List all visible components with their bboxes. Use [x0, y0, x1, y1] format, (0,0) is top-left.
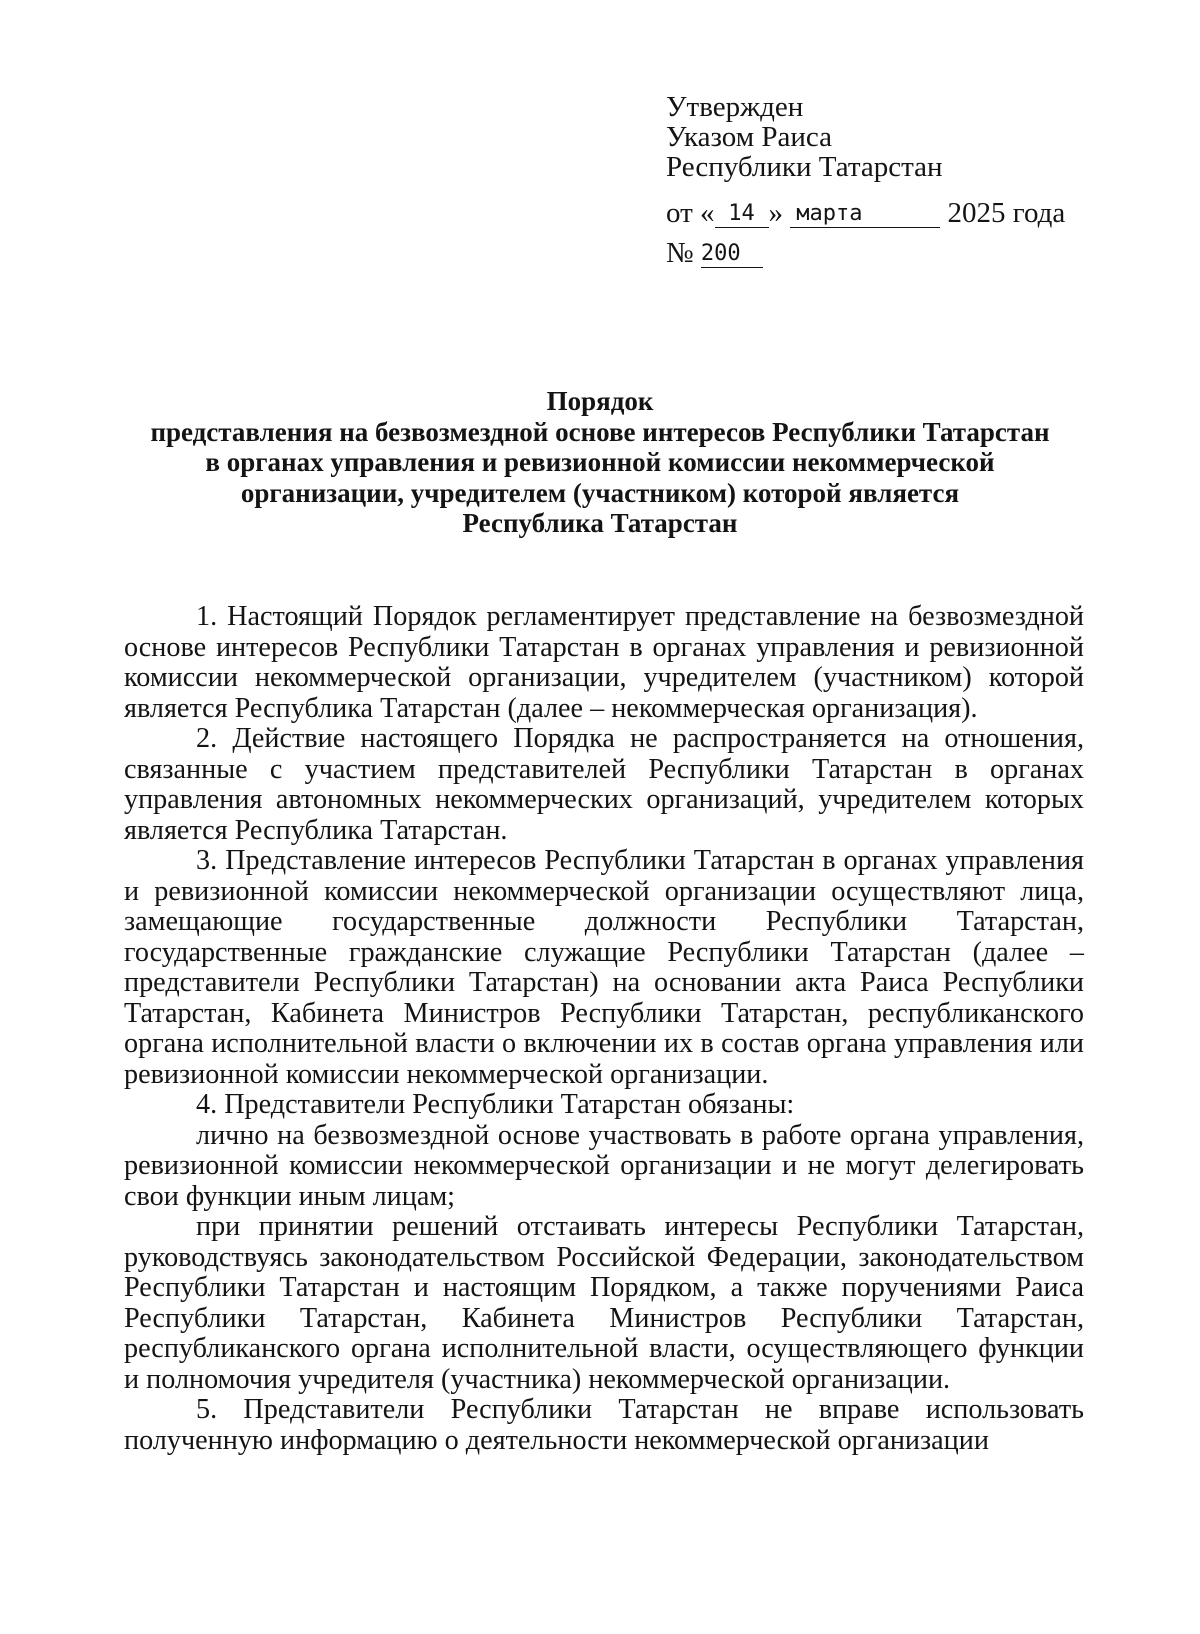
- date-year: 2025 года: [947, 197, 1066, 229]
- paragraph-4-item-2: при принятии решений отстаивать интересы Республики Татарстан, руководствуясь законодательством Российской Федерации, законодательством Республики Татарстан и настоящим Порядком, а также поручениями Раиса Республики Татарстан, Кабинета Министров Республики Татарстан, республиканского органа исполнительной власти, осуществляющего функции и полномочия учредителя (участника) некоммерческой организации.: [124, 1211, 1084, 1395]
- date-mid: »: [768, 197, 784, 229]
- approval-date: [666, 198, 1096, 228]
- date-day: 14: [715, 201, 769, 228]
- date-month: марта: [790, 201, 940, 228]
- date-prefix: от «: [666, 197, 715, 229]
- paragraph-4-item-1: лично на безвозмездной основе участвовать в работе органа управления, ревизионной комиссии некоммерческой организации и не могут делегировать свои функции иным лицам;: [124, 1119, 1084, 1212]
- paragraph-2: 2. Действие настоящего Порядка не распространяется на отношения, связанные с участием представителей Республики Татарстан в органах управления автономных некоммерческих организаций, учредителем которых является Республика Татарстан.: [124, 723, 1084, 846]
- approval-stamp-block: [666, 92, 1096, 268]
- title-line-5: Республика Татарстан: [462, 508, 738, 538]
- number-value: 200: [701, 241, 763, 268]
- paragraph-4: 4. Представители Республики Татарстан обязаны:: [196, 1089, 795, 1120]
- title-line-2: представления на безвозмездной основе интересов Республики Татарстан: [150, 416, 1050, 447]
- approval-line-2: Указом Раиса: [666, 121, 832, 153]
- number-prefix: №: [666, 237, 694, 269]
- document-body: [124, 602, 1084, 1456]
- paragraph-1: 1. Настоящий Порядок регламентирует представление на безвозмездной основе интересов Республики Татарстан в органах управления и ревизионной комиссии некоммерческой организации, учредителем (участником) которой является Республика Татарстан (далее – некоммерческая организация).: [124, 601, 1084, 724]
- title-line-3: в органах управления и ревизионной комиссии некоммерческой: [205, 447, 995, 477]
- paragraph-5: 5. Представители Республики Татарстан не вправе использовать полученную информацию о деятельности некоммерческой организации: [124, 1394, 1084, 1456]
- approval-number: [666, 238, 1096, 268]
- title-line-4: организации, учредителем (участником) которой является: [240, 477, 960, 508]
- document-title: [100, 386, 1100, 539]
- approval-line-3: Республики Татарстан: [666, 151, 943, 183]
- title-line-1: Порядок: [546, 386, 654, 416]
- paragraph-3: 3. Представление интересов Республики Татарстан в органах управления и ревизионной комиссии некоммерческой организации осуществляют лица, замещающие государственные должности Республики Татарстан, государственные гражданские служащие Республики Татарстан (далее – представители Республики Татарстан) на основании акта Раиса Республики Татарстан, Кабинета Министров Республики Татарстан, республиканского органа исполнительной власти о включении их в состав органа управления или ревизионной комиссии некоммерческой организации.: [124, 845, 1084, 1090]
- approval-line-1: Утвержден: [666, 91, 804, 123]
